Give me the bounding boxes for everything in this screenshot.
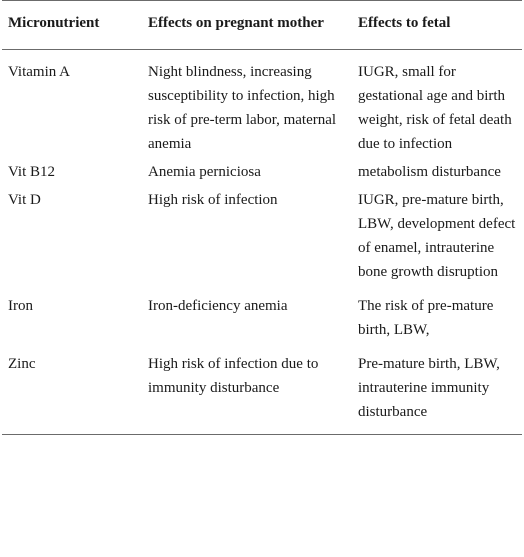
cell-micronutrient: Vit D <box>8 192 41 208</box>
cell-micronutrient: Zinc <box>8 356 36 372</box>
table-row <box>2 186 522 286</box>
cell-effects-mother: Night blindness, increasing susceptibility to infection, high risk of pre-term labor, maternal anemia <box>148 64 337 152</box>
cell-effects-fetal: IUGR, small for gestational age and birth weight, risk of fetal death due to infection <box>358 64 512 152</box>
cell-effects-mother: Iron-deficiency anemia <box>148 298 288 314</box>
table-row <box>2 158 522 186</box>
cell-micronutrient: Iron <box>8 298 33 314</box>
cell-effects-fetal: Pre-mature birth, LBW, intrauterine immunity disturbance <box>358 356 500 420</box>
header-micronutrient: Micronutrient <box>8 15 100 31</box>
table-row <box>2 286 522 344</box>
table-body <box>2 50 522 435</box>
header-effects-mother: Effects on pregnant mother <box>148 15 324 31</box>
cell-effects-fetal: The risk of pre-mature birth, LBW, <box>358 298 494 338</box>
header-effects-fetal: Effects to fetal <box>358 15 451 31</box>
cell-effects-mother: High risk of infection <box>148 192 278 208</box>
table-row <box>2 50 522 159</box>
cell-micronutrient: Vitamin A <box>8 64 71 80</box>
micronutrient-effects-table <box>2 0 522 435</box>
table-row <box>2 344 522 435</box>
header-row <box>2 1 522 50</box>
table-header <box>2 1 522 50</box>
cell-effects-fetal: IUGR, pre-mature birth, LBW, development defect of enamel, intrauterine bone growth disruption <box>358 192 516 280</box>
cell-micronutrient: Vit B12 <box>8 164 56 180</box>
cell-effects-fetal: metabolism disturbance <box>358 164 501 180</box>
cell-effects-mother: Anemia perniciosa <box>148 164 261 180</box>
cell-effects-mother: High risk of infection due to immunity disturbance <box>148 356 319 396</box>
